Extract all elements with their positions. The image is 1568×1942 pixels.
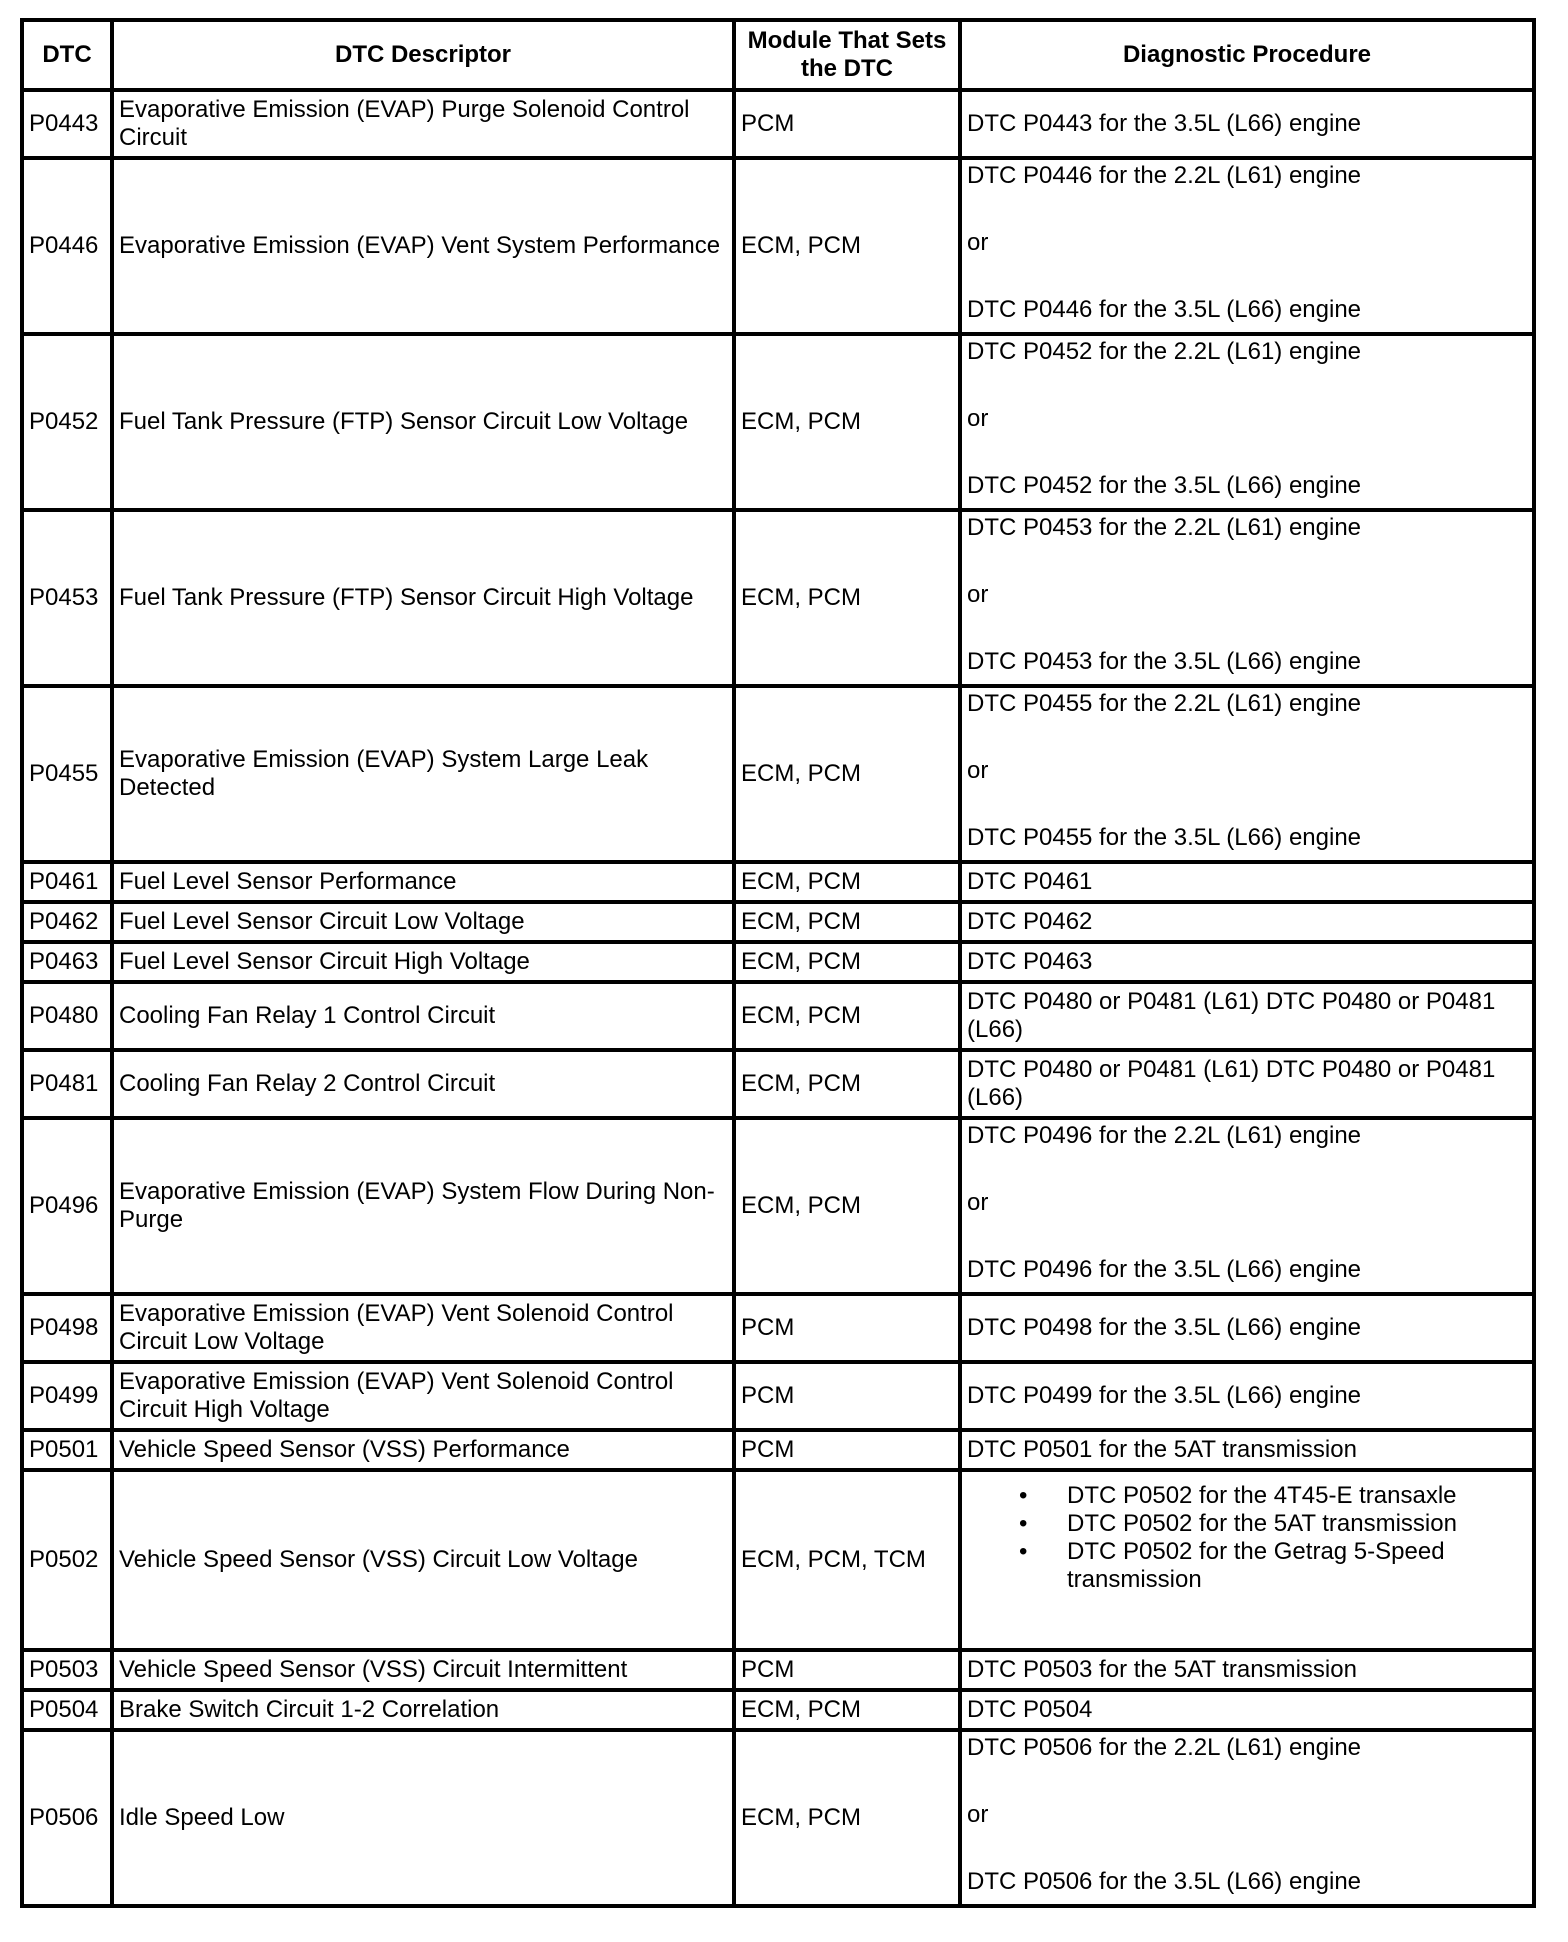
procedure-option: DTC P0446 for the 3.5L (L66) engine xyxy=(967,296,1362,323)
table-row xyxy=(22,942,1534,982)
table-row xyxy=(22,902,1534,942)
dtc-procedure: DTC P0461 xyxy=(960,862,1534,902)
dtc-code: P0446 xyxy=(22,158,112,334)
header-descriptor: DTC Descriptor xyxy=(112,20,734,90)
dtc-descriptor: Brake Switch Circuit 1-2 Correlation xyxy=(112,1690,734,1730)
dtc-descriptor: Fuel Level Sensor Performance xyxy=(112,862,734,902)
list-item: • DTC P0502 for the 4T45-E transaxle xyxy=(967,1482,1527,1510)
dtc-module: ECM, PCM xyxy=(734,686,960,862)
dtc-descriptor: Vehicle Speed Sensor (VSS) Circuit Intermittent xyxy=(112,1650,734,1690)
dtc-descriptor: Cooling Fan Relay 1 Control Circuit xyxy=(112,982,734,1050)
dtc-module: ECM, PCM xyxy=(734,158,960,334)
dtc-code: P0461 xyxy=(22,862,112,902)
dtc-procedure xyxy=(960,1470,1534,1650)
dtc-descriptor: Evaporative Emission (EVAP) Vent Solenoid Control Circuit High Voltage xyxy=(112,1362,734,1430)
table-row xyxy=(22,1118,1534,1294)
dtc-code: P0502 xyxy=(22,1470,112,1650)
dtc-procedure: DTC P0504 xyxy=(960,1690,1534,1730)
dtc-code: P0443 xyxy=(22,90,112,158)
procedure-option: DTC P0453 for the 2.2L (L61) engine xyxy=(967,514,1362,541)
dtc-module: PCM xyxy=(734,1650,960,1690)
table-row xyxy=(22,334,1534,510)
dtc-code: P0499 xyxy=(22,1362,112,1430)
procedure-or: or xyxy=(967,1801,989,1828)
table-row xyxy=(22,1650,1534,1690)
dtc-procedure xyxy=(960,1730,1534,1906)
dtc-module: ECM, PCM xyxy=(734,1118,960,1294)
table-header-row xyxy=(22,20,1534,90)
dtc-code: P0506 xyxy=(22,1730,112,1906)
dtc-module: PCM xyxy=(734,1294,960,1362)
table-row xyxy=(22,158,1534,334)
dtc-procedure: DTC P0499 for the 3.5L (L66) engine xyxy=(960,1362,1534,1430)
dtc-module: ECM, PCM xyxy=(734,1050,960,1118)
table-row xyxy=(22,686,1534,862)
dtc-descriptor: Fuel Tank Pressure (FTP) Sensor Circuit High Voltage xyxy=(112,510,734,686)
header-module: Module That Sets the DTC xyxy=(734,20,960,90)
table-row xyxy=(22,1294,1534,1362)
dtc-code: P0501 xyxy=(22,1430,112,1470)
procedure-bullet-list xyxy=(967,1482,1527,1594)
dtc-code: P0463 xyxy=(22,942,112,982)
dtc-module: ECM, PCM xyxy=(734,862,960,902)
procedure-option: DTC P0453 for the 3.5L (L66) engine xyxy=(967,648,1362,675)
table-row xyxy=(22,1430,1534,1470)
dtc-code: P0503 xyxy=(22,1650,112,1690)
dtc-procedure: DTC P0463 xyxy=(960,942,1534,982)
header-dtc: DTC xyxy=(22,20,112,90)
dtc-descriptor: Fuel Level Sensor Circuit High Voltage xyxy=(112,942,734,982)
table-row xyxy=(22,1050,1534,1118)
dtc-descriptor: Evaporative Emission (EVAP) System Flow During Non-Purge xyxy=(112,1118,734,1294)
table-row xyxy=(22,510,1534,686)
dtc-code: P0504 xyxy=(22,1690,112,1730)
list-item: • DTC P0502 for the Getrag 5-Speed transmission xyxy=(967,1538,1527,1594)
dtc-procedure: DTC P0480 or P0481 (L61) DTC P0480 or P0481 (L66) xyxy=(960,982,1534,1050)
list-item: • DTC P0502 for the 5AT transmission xyxy=(967,1510,1527,1538)
dtc-module: PCM xyxy=(734,1362,960,1430)
dtc-module: PCM xyxy=(734,1430,960,1470)
dtc-procedure xyxy=(960,158,1534,334)
dtc-module: ECM, PCM xyxy=(734,1730,960,1906)
dtc-module: ECM, PCM, TCM xyxy=(734,1470,960,1650)
procedure-or: or xyxy=(967,1189,989,1216)
dtc-procedure: DTC P0480 or P0481 (L61) DTC P0480 or P0481 (L66) xyxy=(960,1050,1534,1118)
dtc-module: ECM, PCM xyxy=(734,334,960,510)
dtc-procedure: DTC P0501 for the 5AT transmission xyxy=(960,1430,1534,1470)
dtc-procedure: DTC P0503 for the 5AT transmission xyxy=(960,1650,1534,1690)
dtc-module: ECM, PCM xyxy=(734,942,960,982)
dtc-procedure xyxy=(960,510,1534,686)
dtc-procedure xyxy=(960,686,1534,862)
header-procedure: Diagnostic Procedure xyxy=(960,20,1534,90)
dtc-procedure: DTC P0443 for the 3.5L (L66) engine xyxy=(960,90,1534,158)
procedure-or: or xyxy=(967,405,989,432)
dtc-module: ECM, PCM xyxy=(734,982,960,1050)
procedure-option: DTC P0446 for the 2.2L (L61) engine xyxy=(967,162,1362,189)
dtc-module: ECM, PCM xyxy=(734,902,960,942)
table-row xyxy=(22,1690,1534,1730)
dtc-code: P0453 xyxy=(22,510,112,686)
dtc-module: ECM, PCM xyxy=(734,510,960,686)
dtc-descriptor: Evaporative Emission (EVAP) Purge Solenoid Control Circuit xyxy=(112,90,734,158)
procedure-option: DTC P0506 for the 3.5L (L66) engine xyxy=(967,1868,1362,1895)
dtc-module: ECM, PCM xyxy=(734,1690,960,1730)
dtc-procedure xyxy=(960,334,1534,510)
dtc-descriptor: Fuel Tank Pressure (FTP) Sensor Circuit Low Voltage xyxy=(112,334,734,510)
procedure-option: DTC P0452 for the 3.5L (L66) engine xyxy=(967,472,1362,499)
dtc-code: P0462 xyxy=(22,902,112,942)
dtc-descriptor: Cooling Fan Relay 2 Control Circuit xyxy=(112,1050,734,1118)
dtc-code: P0496 xyxy=(22,1118,112,1294)
procedure-option: DTC P0496 for the 3.5L (L66) engine xyxy=(967,1256,1362,1283)
dtc-procedure: DTC P0498 for the 3.5L (L66) engine xyxy=(960,1294,1534,1362)
table-row xyxy=(22,982,1534,1050)
table-row xyxy=(22,90,1534,158)
table-row xyxy=(22,1730,1534,1906)
dtc-table xyxy=(20,18,1536,1908)
procedure-or: or xyxy=(967,757,989,784)
dtc-module: PCM xyxy=(734,90,960,158)
dtc-procedure xyxy=(960,1118,1534,1294)
procedure-option: DTC P0496 for the 2.2L (L61) engine xyxy=(967,1122,1362,1149)
dtc-procedure: DTC P0462 xyxy=(960,902,1534,942)
dtc-descriptor: Vehicle Speed Sensor (VSS) Circuit Low Voltage xyxy=(112,1470,734,1650)
dtc-descriptor: Fuel Level Sensor Circuit Low Voltage xyxy=(112,902,734,942)
procedure-or: or xyxy=(967,229,989,256)
dtc-descriptor: Evaporative Emission (EVAP) Vent Solenoid Control Circuit Low Voltage xyxy=(112,1294,734,1362)
procedure-option: DTC P0455 for the 2.2L (L61) engine xyxy=(967,690,1362,717)
dtc-code: P0455 xyxy=(22,686,112,862)
dtc-code: P0452 xyxy=(22,334,112,510)
procedure-option: DTC P0455 for the 3.5L (L66) engine xyxy=(967,824,1362,851)
dtc-code: P0480 xyxy=(22,982,112,1050)
dtc-descriptor: Vehicle Speed Sensor (VSS) Performance xyxy=(112,1430,734,1470)
dtc-descriptor: Idle Speed Low xyxy=(112,1730,734,1906)
table-row xyxy=(22,1362,1534,1430)
procedure-option: DTC P0452 for the 2.2L (L61) engine xyxy=(967,338,1362,365)
procedure-or: or xyxy=(967,581,989,608)
table-row xyxy=(22,1470,1534,1650)
dtc-code: P0481 xyxy=(22,1050,112,1118)
procedure-option: DTC P0506 for the 2.2L (L61) engine xyxy=(967,1734,1362,1761)
dtc-descriptor: Evaporative Emission (EVAP) Vent System Performance xyxy=(112,158,734,334)
table-row xyxy=(22,862,1534,902)
dtc-descriptor: Evaporative Emission (EVAP) System Large Leak Detected xyxy=(112,686,734,862)
dtc-code: P0498 xyxy=(22,1294,112,1362)
